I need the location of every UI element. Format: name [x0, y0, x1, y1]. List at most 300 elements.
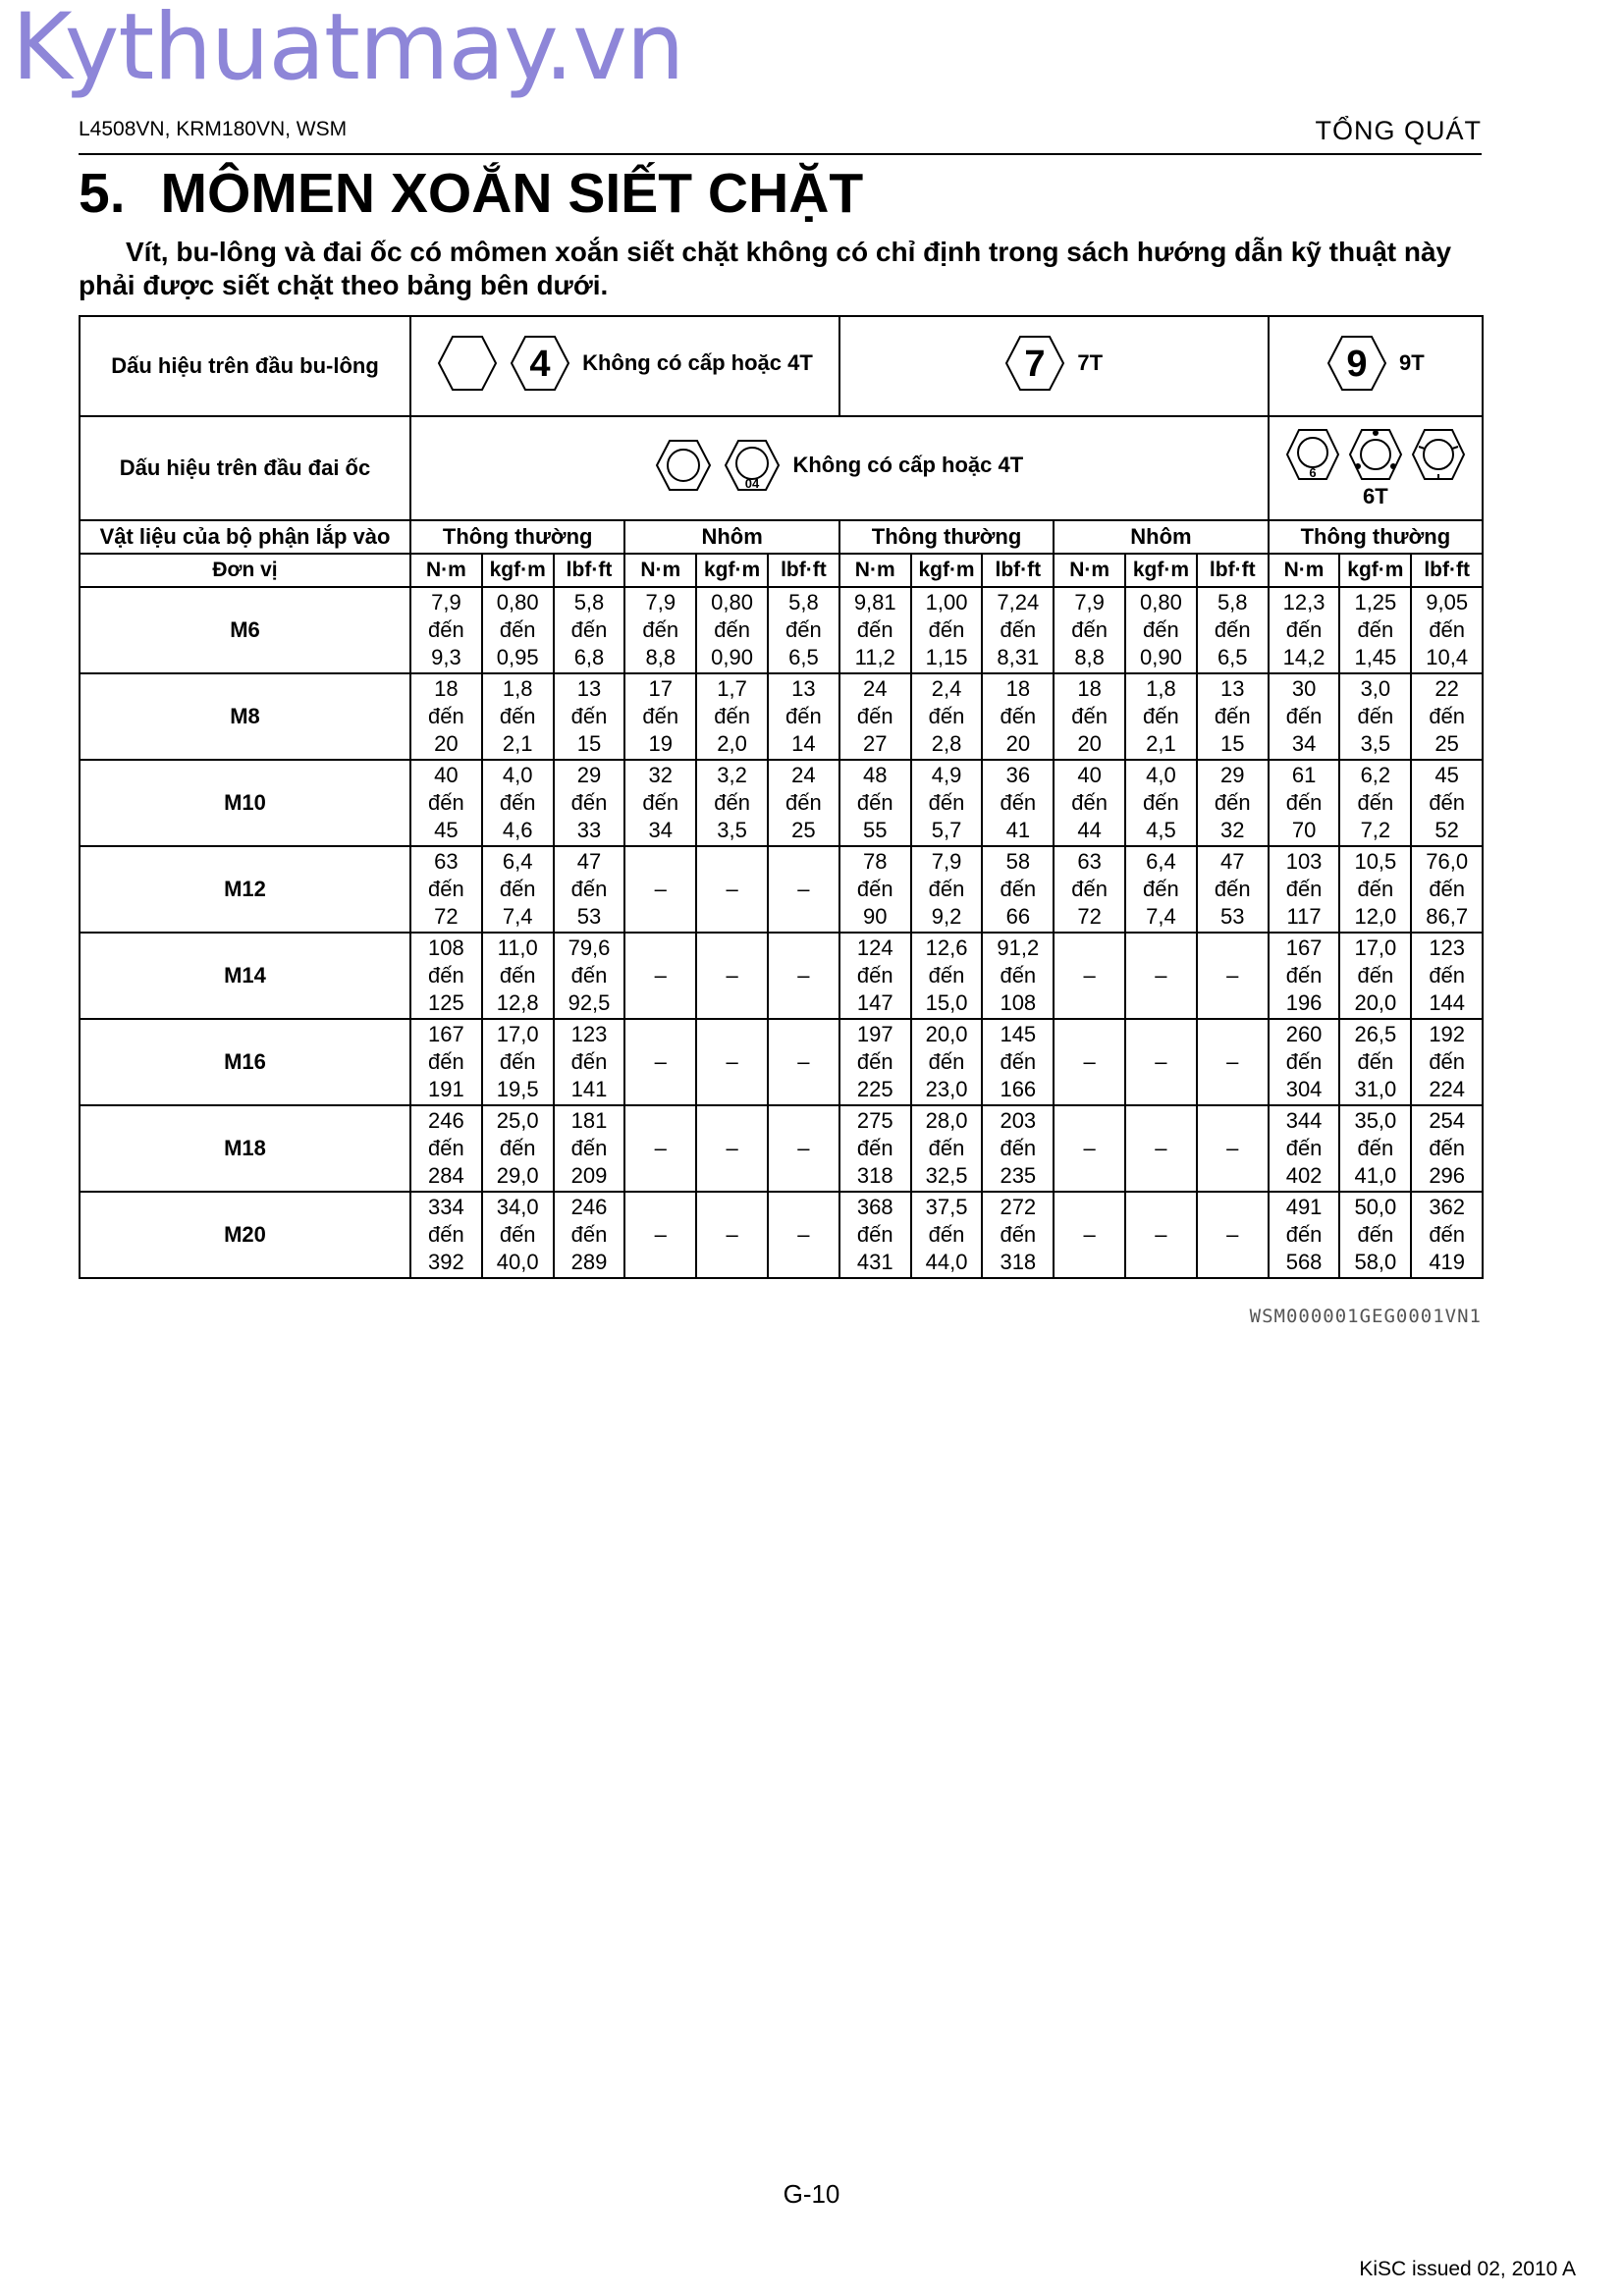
torque-value [1269, 846, 1340, 933]
torque-value [554, 673, 625, 760]
torque-value [911, 673, 983, 760]
range-connector: đến [856, 790, 893, 815]
bolt-mark-label: Dấu hiệu trên đầu bu-lông [80, 316, 410, 416]
torque-min: 368 [856, 1195, 893, 1219]
torque-value [1197, 587, 1269, 673]
torque-max: 0,95 [496, 645, 539, 669]
range-connector: đến [1429, 1136, 1466, 1160]
torque-value [410, 673, 482, 760]
range-connector: đến [1357, 790, 1394, 815]
bolt-size: M20 [80, 1192, 410, 1278]
torque-max: 44 [1077, 818, 1102, 842]
range-connector: đến [570, 1049, 608, 1074]
range-connector: đến [1429, 963, 1466, 988]
torque-min: 272 [1000, 1195, 1037, 1219]
torque-value: – [696, 1105, 768, 1192]
range-connector: đến [1000, 877, 1037, 901]
bolt-mark-7t-text: 7T [1077, 350, 1104, 375]
torque-max: 0,90 [711, 645, 753, 669]
range-connector: đến [642, 704, 679, 728]
range-connector: đến [1071, 790, 1108, 815]
torque-max: 55 [862, 818, 888, 842]
torque-min: 4,0 [502, 763, 533, 787]
nut-mark-6t-text: 6T [1363, 484, 1388, 508]
nut-mark-4t [410, 416, 1269, 520]
torque-min: 17 [648, 676, 674, 701]
range-connector: đến [570, 617, 608, 642]
torque-min: 61 [1291, 763, 1317, 787]
torque-value [554, 933, 625, 1019]
torque-value [1197, 846, 1269, 933]
bolt-size: M8 [80, 673, 410, 760]
nut-04-icon [724, 437, 781, 494]
torque-max: 1,15 [925, 645, 968, 669]
torque-value: – [1125, 1019, 1197, 1105]
torque-max: 289 [570, 1250, 608, 1274]
unit-label: Đơn vị [80, 554, 410, 587]
torque-max: 196 [1285, 990, 1323, 1015]
torque-max: 52 [1434, 818, 1459, 842]
torque-value [410, 760, 482, 846]
torque-min: 78 [862, 849, 888, 874]
torque-value [982, 1105, 1054, 1192]
torque-min: 47 [576, 849, 602, 874]
torque-min: 123 [1429, 935, 1466, 960]
torque-max: 419 [1429, 1250, 1466, 1274]
torque-min: 123 [570, 1022, 608, 1046]
torque-min: 362 [1429, 1195, 1466, 1219]
range-connector: đến [499, 1049, 536, 1074]
torque-min: 0,80 [1140, 590, 1182, 614]
torque-value [1125, 673, 1197, 760]
range-connector: đến [1143, 704, 1179, 728]
torque-value: – [768, 1019, 839, 1105]
unit-header: kgf·m [911, 554, 983, 587]
torque-max: 25 [791, 818, 816, 842]
torque-value [1339, 760, 1411, 846]
torque-min: 76,0 [1426, 849, 1469, 874]
torque-max: 15 [1220, 731, 1245, 756]
nut-notched-icon [1411, 427, 1466, 482]
range-connector: đến [928, 1049, 965, 1074]
torque-max: 70 [1291, 818, 1317, 842]
unit-header: lbf·ft [554, 554, 625, 587]
unit-header: lbf·ft [982, 554, 1054, 587]
torque-value [696, 587, 768, 673]
torque-value [554, 846, 625, 933]
bolt-size: M14 [80, 933, 410, 1019]
table-row [80, 587, 1483, 673]
torque-max: 0,90 [1140, 645, 1182, 669]
torque-max: 14 [791, 731, 816, 756]
range-connector: đến [499, 1222, 536, 1247]
table-row [80, 1105, 1483, 1192]
torque-max: 108 [1000, 990, 1037, 1015]
torque-max: 15 [576, 731, 602, 756]
bolt-mark-9t-text: 9T [1399, 350, 1425, 375]
torque-value [1411, 587, 1483, 673]
range-connector: đến [570, 704, 608, 728]
torque-min: 0,80 [711, 590, 753, 614]
material-header: Thông thường [410, 520, 624, 554]
table-row [80, 933, 1483, 1019]
torque-min: 63 [1077, 849, 1102, 874]
figure-code: WSM000001GEG0001VN1 [1249, 1306, 1482, 1327]
unit-header: lbf·ft [1197, 554, 1269, 587]
torque-min: 22 [1434, 676, 1459, 701]
range-connector: đến [856, 1049, 893, 1074]
torque-min: 34,0 [496, 1195, 539, 1219]
torque-min: 29 [576, 763, 602, 787]
range-connector: đến [1429, 877, 1466, 901]
torque-max: 92,5 [568, 990, 611, 1015]
torque-max: 11,2 [854, 645, 895, 669]
range-connector: đến [1429, 617, 1466, 642]
torque-max: 191 [428, 1077, 464, 1101]
torque-min: 7,9 [645, 590, 676, 614]
unit-header: N·m [1054, 554, 1125, 587]
torque-min: 25,0 [496, 1108, 539, 1133]
range-connector: đến [856, 704, 893, 728]
torque-max: 19 [648, 731, 674, 756]
range-connector: đến [1357, 963, 1394, 988]
torque-min: 20,0 [925, 1022, 968, 1046]
torque-value: – [1054, 1192, 1125, 1278]
torque-max: 12,8 [496, 990, 539, 1015]
range-connector: đến [1285, 704, 1323, 728]
range-connector: đến [1214, 790, 1251, 815]
unit-header: kgf·m [482, 554, 554, 587]
torque-value [410, 1105, 482, 1192]
range-connector: đến [928, 1136, 965, 1160]
torque-max: 6,5 [788, 645, 819, 669]
range-connector: đến [1214, 877, 1251, 901]
range-connector: đến [428, 704, 464, 728]
torque-max: 166 [1000, 1077, 1037, 1101]
unit-header: N·m [1269, 554, 1340, 587]
torque-max: 25 [1434, 731, 1459, 756]
torque-max: 41,0 [1354, 1163, 1397, 1188]
torque-max: 72 [434, 904, 459, 929]
torque-min: 181 [570, 1108, 608, 1133]
range-connector: đến [928, 963, 965, 988]
torque-table [79, 315, 1484, 1279]
torque-value [768, 673, 839, 760]
torque-value [1269, 673, 1340, 760]
range-connector: đến [570, 1222, 608, 1247]
page-title [79, 161, 863, 226]
torque-max: 53 [1220, 904, 1245, 929]
torque-value: – [624, 1019, 696, 1105]
torque-value: – [1197, 1105, 1269, 1192]
bolt-mark-9t [1269, 316, 1483, 416]
torque-value: – [624, 933, 696, 1019]
torque-min: 5,8 [573, 590, 605, 614]
bolt-grade-7-icon [1004, 333, 1065, 394]
torque-min: 79,6 [568, 935, 611, 960]
torque-min: 7,9 [431, 590, 461, 614]
torque-min: 12,3 [1282, 590, 1325, 614]
range-connector: đến [570, 790, 608, 815]
torque-max: 20,0 [1354, 990, 1397, 1015]
torque-max: 224 [1429, 1077, 1466, 1101]
torque-value: – [1125, 1105, 1197, 1192]
unit-header: kgf·m [696, 554, 768, 587]
torque-max: 2,8 [931, 731, 962, 756]
torque-max: 8,8 [645, 645, 676, 669]
torque-value [554, 1019, 625, 1105]
range-connector: đến [714, 704, 750, 728]
torque-value: – [1125, 933, 1197, 1019]
torque-max: 4,6 [502, 818, 533, 842]
range-connector: đến [1285, 1049, 1323, 1074]
torque-value [624, 760, 696, 846]
torque-max: 27 [862, 731, 888, 756]
torque-value [554, 1192, 625, 1278]
torque-max: 2,1 [502, 731, 533, 756]
torque-min: 1,8 [502, 676, 533, 701]
material-header: Nhôm [624, 520, 839, 554]
range-connector: đến [570, 1136, 608, 1160]
torque-max: 72 [1077, 904, 1102, 929]
torque-min: 3,2 [717, 763, 747, 787]
torque-value [1054, 760, 1125, 846]
range-connector: đến [1143, 617, 1179, 642]
range-connector: đến [785, 790, 822, 815]
range-connector: đến [570, 963, 608, 988]
torque-min: 334 [428, 1195, 464, 1219]
unit-header: N·m [624, 554, 696, 587]
torque-value [839, 1192, 911, 1278]
torque-max: 3,5 [1360, 731, 1391, 756]
torque-max: 1,45 [1354, 645, 1397, 669]
range-connector: đến [499, 617, 536, 642]
torque-value [911, 1192, 983, 1278]
torque-min: 58 [1005, 849, 1031, 874]
torque-value [911, 587, 983, 673]
range-connector: đến [570, 877, 608, 901]
torque-min: 7,9 [1074, 590, 1105, 614]
torque-value [1411, 1105, 1483, 1192]
torque-value [1339, 673, 1411, 760]
range-connector: đến [428, 1049, 464, 1074]
hexagon-plain-icon [437, 333, 498, 394]
nut-04-label: 04 [745, 476, 760, 491]
torque-value [1411, 1192, 1483, 1278]
range-connector: đến [1429, 1049, 1466, 1074]
torque-max: 23,0 [925, 1077, 968, 1101]
torque-min: 124 [856, 935, 893, 960]
torque-value [410, 1192, 482, 1278]
torque-min: 18 [1005, 676, 1031, 701]
torque-value [1197, 760, 1269, 846]
torque-min: 32 [648, 763, 674, 787]
torque-min: 13 [576, 676, 602, 701]
torque-min: 6,4 [1146, 849, 1176, 874]
range-connector: đến [1143, 790, 1179, 815]
torque-value [1125, 846, 1197, 933]
torque-value: – [1054, 1105, 1125, 1192]
torque-max: 19,5 [496, 1077, 539, 1101]
torque-value [696, 760, 768, 846]
material-header: Thông thường [1269, 520, 1483, 554]
bolt-grade-7-digit: 7 [1024, 344, 1046, 385]
torque-max: 9,3 [431, 645, 461, 669]
torque-value [1339, 1019, 1411, 1105]
nut-6-label: 6 [1309, 465, 1317, 480]
material-header: Nhôm [1054, 520, 1268, 554]
torque-value [482, 1105, 554, 1192]
torque-max: 147 [856, 990, 893, 1015]
torque-value: – [1197, 1192, 1269, 1278]
torque-value: – [768, 1105, 839, 1192]
range-connector: đến [1285, 1222, 1323, 1247]
torque-min: 37,5 [925, 1195, 968, 1219]
torque-value [624, 673, 696, 760]
torque-min: 18 [434, 676, 459, 701]
range-connector: đến [928, 1222, 965, 1247]
torque-max: 7,4 [502, 904, 533, 929]
bolt-size: M18 [80, 1105, 410, 1192]
bolt-grade-4-icon [510, 333, 570, 394]
torque-value [410, 587, 482, 673]
torque-value [982, 760, 1054, 846]
torque-max: 8,31 [997, 645, 1040, 669]
torque-max: 45 [434, 818, 459, 842]
torque-max: 392 [428, 1250, 464, 1274]
range-connector: đến [928, 877, 965, 901]
torque-value [982, 587, 1054, 673]
torque-min: 5,8 [788, 590, 819, 614]
range-connector: đến [499, 877, 536, 901]
torque-min: 108 [428, 935, 464, 960]
range-connector: đến [1000, 704, 1037, 728]
torque-min: 5,8 [1217, 590, 1248, 614]
torque-min: 145 [1000, 1022, 1037, 1046]
torque-min: 28,0 [925, 1108, 968, 1133]
range-connector: đến [1000, 790, 1037, 815]
torque-value [1411, 673, 1483, 760]
range-connector: đến [1071, 617, 1108, 642]
torque-min: 192 [1429, 1022, 1466, 1046]
torque-value [911, 1019, 983, 1105]
torque-max: 284 [428, 1163, 464, 1188]
range-connector: đến [928, 704, 965, 728]
torque-min: 254 [1429, 1108, 1466, 1133]
torque-value [1197, 673, 1269, 760]
torque-value [839, 1105, 911, 1192]
torque-value [982, 846, 1054, 933]
torque-max: 2,1 [1146, 731, 1176, 756]
torque-max: 568 [1285, 1250, 1323, 1274]
torque-max: 125 [428, 990, 464, 1015]
range-connector: đến [1214, 617, 1251, 642]
range-connector: đến [856, 617, 893, 642]
torque-max: 40,0 [496, 1250, 539, 1274]
torque-value: – [624, 846, 696, 933]
intro-paragraph: Vít, bu-lông và đai ốc có mômen xoắn siết chặt không có chỉ định trong sách hướng dẫn kỹ thuật này phải được siết chặt theo bảng bên dưới. [79, 237, 1452, 300]
range-connector: đến [785, 704, 822, 728]
torque-value [982, 1192, 1054, 1278]
section-number: 5. [79, 162, 126, 225]
torque-value [554, 760, 625, 846]
range-connector: đến [1000, 1136, 1037, 1160]
torque-value [839, 587, 911, 673]
torque-min: 91,2 [997, 935, 1040, 960]
torque-value: – [624, 1105, 696, 1192]
range-connector: đến [1071, 704, 1108, 728]
torque-max: 304 [1285, 1077, 1323, 1101]
torque-max: 296 [1429, 1163, 1466, 1188]
torque-value [482, 760, 554, 846]
torque-value [1339, 587, 1411, 673]
torque-value [911, 1105, 983, 1192]
range-connector: đến [499, 963, 536, 988]
torque-value: – [696, 846, 768, 933]
torque-value [1125, 760, 1197, 846]
torque-max: 3,5 [717, 818, 747, 842]
torque-value: – [1125, 1192, 1197, 1278]
range-connector: đến [1357, 1222, 1394, 1247]
torque-value: – [1054, 933, 1125, 1019]
bolt-mark-7t [839, 316, 1269, 416]
torque-value [768, 587, 839, 673]
torque-min: 18 [1077, 676, 1102, 701]
torque-value [554, 587, 625, 673]
bolt-mark-4t [410, 316, 839, 416]
torque-min: 47 [1220, 849, 1245, 874]
unit-header: N·m [410, 554, 482, 587]
torque-value [1125, 587, 1197, 673]
torque-value [1269, 933, 1340, 1019]
torque-value [1269, 1105, 1340, 1192]
range-connector: đến [1285, 963, 1323, 988]
torque-value [1339, 933, 1411, 1019]
torque-max: 15,0 [925, 990, 968, 1015]
torque-value [1411, 1019, 1483, 1105]
torque-min: 50,0 [1354, 1195, 1397, 1219]
torque-max: 14,2 [1282, 645, 1325, 669]
range-connector: đến [1357, 704, 1394, 728]
torque-max: 5,7 [931, 818, 962, 842]
range-connector: đến [856, 1136, 893, 1160]
range-connector: đến [714, 790, 750, 815]
torque-max: 32 [1220, 818, 1245, 842]
torque-value: – [768, 1192, 839, 1278]
issue-note: KiSC issued 02, 2010 A [1359, 2258, 1576, 2280]
torque-value: – [768, 846, 839, 933]
torque-max: 34 [648, 818, 674, 842]
torque-min: 1,7 [717, 676, 747, 701]
torque-value [839, 846, 911, 933]
torque-max: 33 [576, 818, 602, 842]
torque-min: 103 [1285, 849, 1323, 874]
range-connector: đến [1000, 1222, 1037, 1247]
torque-max: 31,0 [1354, 1077, 1397, 1101]
torque-min: 36 [1005, 763, 1031, 787]
torque-max: 225 [856, 1077, 893, 1101]
range-connector: đến [1357, 877, 1394, 901]
torque-min: 4,9 [931, 763, 962, 787]
torque-min: 9,05 [1426, 590, 1469, 614]
torque-min: 9,81 [853, 590, 896, 614]
range-connector: đến [785, 617, 822, 642]
torque-value [410, 933, 482, 1019]
torque-min: 24 [791, 763, 816, 787]
torque-max: 32,5 [925, 1163, 968, 1188]
nut-mark-6t [1269, 416, 1483, 520]
torque-max: 86,7 [1426, 904, 1469, 929]
